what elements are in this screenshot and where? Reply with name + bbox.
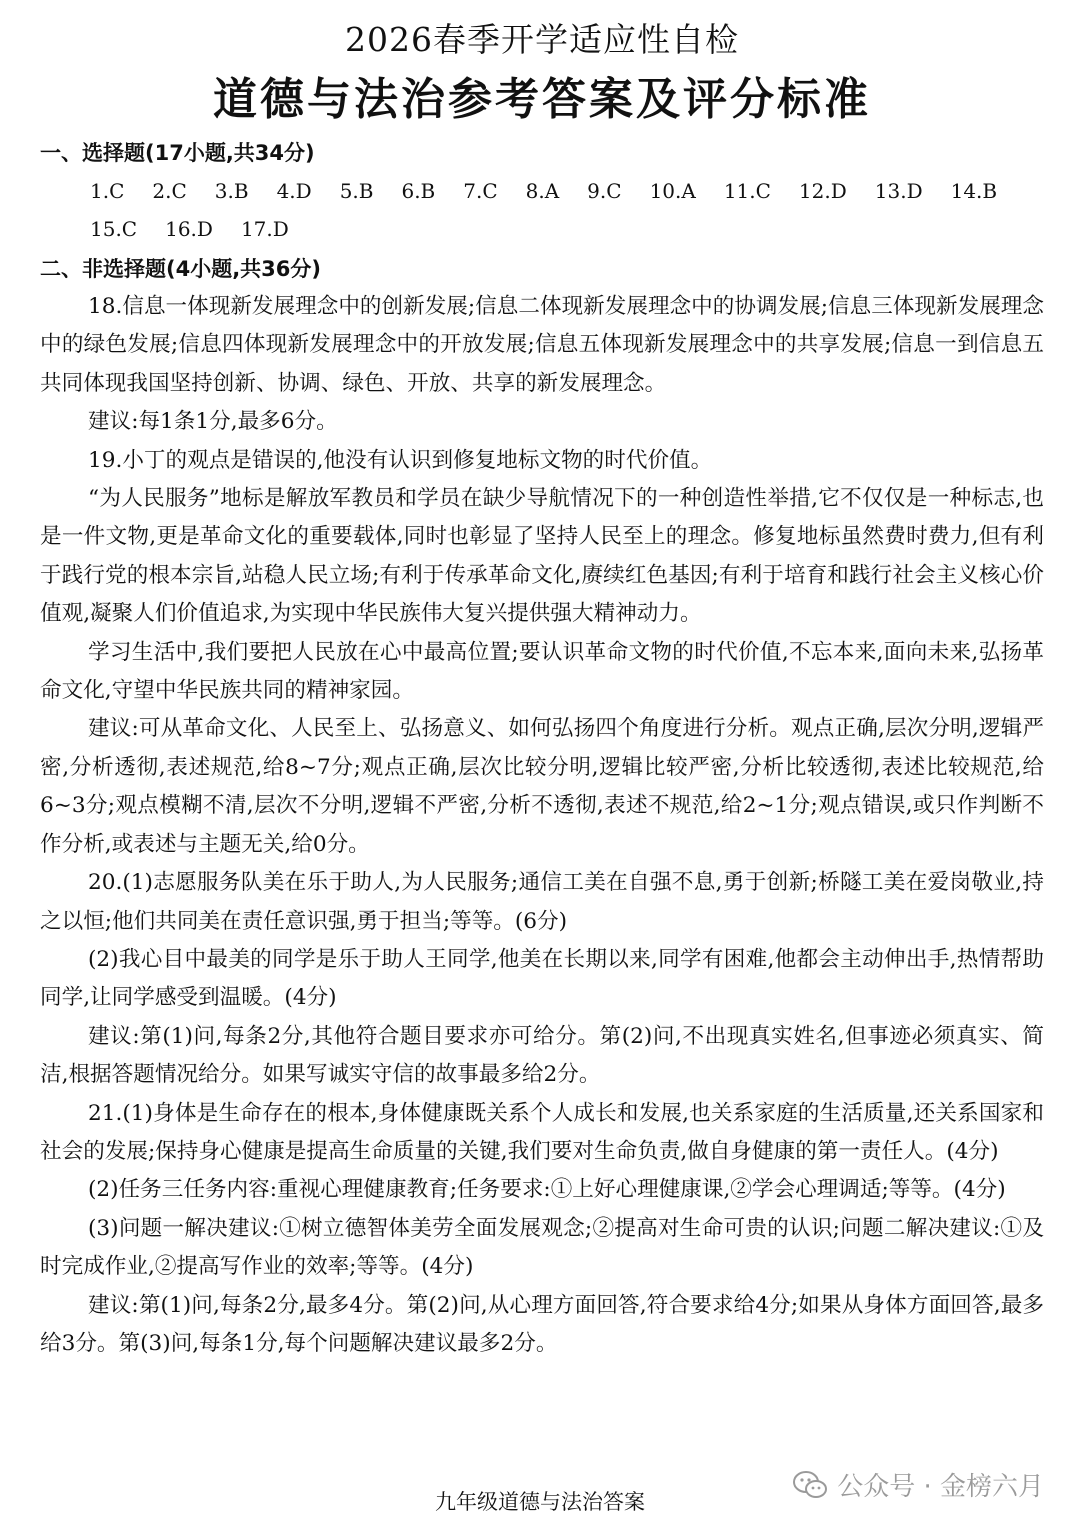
choice-answer: 2.C [152, 179, 187, 203]
choice-answer: 3.B [214, 179, 249, 203]
section-heading-choice: 一、选择题(17小题,共34分) [40, 141, 315, 165]
answers-row-2 [90, 210, 1044, 248]
answer-paragraph-19-judgement: 19.小丁的观点是错误的,他没有认识到修复地标文物的时代价值。 [88, 447, 713, 473]
choice-answer: 6.B [401, 179, 436, 203]
choice-answer: 11.C [723, 179, 771, 203]
choice-answer: 10.A [649, 179, 696, 203]
scoring-note-21: 建议:第(1)问,每条2分,最多4分。第(2)问,从心理方面回答,符合要求给4分;如果从身体方面回答,最多给3分。第(3)问,每条1分,每个问题解决建议最多2分。 [40, 1292, 1044, 1356]
answer-paragraph-20-1: 20.(1)志愿服务队美在乐于助人,为人民服务;通信工美在自强不息,勇于创新;桥隧工美在爱岗敬业,持之以恒;他们共同美在责任意识强,勇于担当;等等。(6分) [40, 870, 1044, 934]
section-heading-nonchoice: 二、非选择题(4小题,共36分) [40, 257, 322, 281]
choice-answer: 17.D [240, 217, 289, 241]
scoring-note-18: 建议:每1条1分,最多6分。 [88, 409, 338, 435]
choice-answer: 12.D [798, 179, 847, 203]
scoring-note-19: 建议:可从革命文化、人民至上、弘扬意义、如何弘扬四个角度进行分析。观点正确,层次分明,逻辑严密,分析透彻,表述规范,给8~7分;观点正确,层次比较分明,逻辑比较严密,分析比较透彻,表述比较规范,给6~3分;观点模糊不清,层次不分明,逻辑不严密,分析不透彻,表述不规范,给2~1分;观点错误,或只作判断不作分析,或表述与主题无关,给0分。 [40, 716, 1044, 857]
choice-answer: 14.B [950, 179, 998, 203]
choice-answer: 1.C [90, 179, 125, 203]
page-title: 道德与法治参考答案及评分标准 [213, 74, 871, 125]
choice-answer: 7.C [463, 179, 498, 203]
answer-paragraph-21-2: (2)任务三任务内容:重视心理健康教育;任务要求:①上好心理健康课,②学会心理调适;等等。(4分) [88, 1177, 1006, 1203]
answer-paragraph-20-2: (2)我心目中最美的同学是乐于助人王同学,他美在长期以来,同学有困难,他都会主动伸出手,热情帮助同学,让同学感受到温暖。(4分) [40, 946, 1044, 1011]
answer-paragraph-21-1: 21.(1)身体是生命存在的根本,身体健康既关系个人成长和发展,也关系家庭的生活质量,还关系国家和社会的发展;保持身心健康是提高生命质量的关键,我们要对生命负责,做自身健康的第一责任人。(4分) [40, 1100, 1044, 1164]
choice-answer: 9.C [587, 179, 622, 203]
page-footer: 九年级道德与法治答案 [435, 1490, 645, 1514]
exam-subtitle: 2026春季开学适应性自检 [345, 20, 739, 59]
answer-paragraph-19-analysis: “为人民服务”地标是解放军教员和学员在缺少导航情况下的一种创造性举措,它不仅仅是一种标志,也是一件文物,更是革命文化的重要载体,同时也彰显了坚持人民至上的理念。修复地标虽然费时费力,但有利于践行党的根本宗旨,站稳人民立场;有利于传承革命文化,赓续红色基因;有利于培育和践行社会主义核心价值观,凝聚人们价值追求,为实现中华民族伟大复兴提供强大精神动力。 [40, 486, 1044, 627]
choice-answer: 4.D [276, 179, 312, 203]
choice-answer: 16.D [165, 217, 213, 241]
choice-answer: 15.C [90, 217, 138, 241]
nonchoice-answers [40, 288, 1044, 1363]
answer-paragraph-18: 18.信息一体现新发展理念中的创新发展;信息二体现新发展理念中的协调发展;信息三体现新发展理念中的绿色发展;信息四体现新发展理念中的开放发展;信息五体现新发展理念中的共享发展;信息一到信息五共同体现我国坚持创新、协调、绿色、开放、共享的新发展理念。 [40, 294, 1044, 396]
watermark-text: 公众号 · 金榜六月 [837, 1472, 1044, 1502]
choice-answer: 8.A [525, 179, 560, 203]
scoring-note-20: 建议:第(1)问,每条2分,其他符合题目要求亦可给分。第(2)问,不出现真实姓名,但事迹必须真实、简洁,根据答题情况给分。如果写诚实守信的故事最多给2分。 [40, 1023, 1044, 1088]
answer-paragraph-21-3: (3)问题一解决建议:①树立德智体美劳全面发展观念;②提高对生命可贵的认识;问题二解决建议:①及时完成作业,②提高写作业的效率;等等。(4分) [40, 1215, 1044, 1280]
choice-answer: 5.B [339, 179, 374, 203]
choice-answer: 13.D [874, 179, 923, 203]
answers-row-1 [90, 172, 1044, 210]
answer-paragraph-19-action: 学习生活中,我们要把人民放在心中最高位置;要认识革命文物的时代价值,不忘本来,面向未来,弘扬革命文化,守望中华民族共同的精神家园。 [40, 639, 1044, 704]
choice-answers [40, 172, 1044, 248]
